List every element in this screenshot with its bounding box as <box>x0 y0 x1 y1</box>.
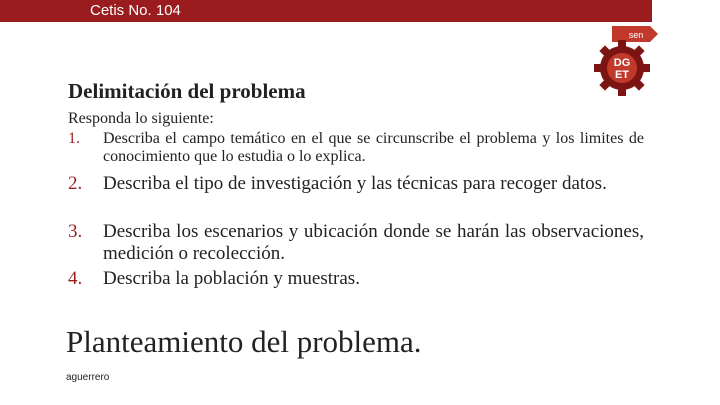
author-footer: aguerrero <box>66 372 110 383</box>
header-title: Cetis No. 104 <box>90 2 181 19</box>
list-item-number: 2. <box>68 173 83 194</box>
list-item <box>68 268 644 290</box>
logo-letters-bottom: ET <box>614 69 630 81</box>
list-item-text: Describa la población y muestras. <box>103 268 360 289</box>
list-item-text: Describa el campo temático en el que se circunscribe el problema y los limites de conocimiento que lo estudia o lo explica. <box>103 130 644 165</box>
logo-letters-top: DG <box>613 57 631 69</box>
slide-subtitle: Planteamiento del problema. <box>66 324 422 359</box>
list-item-number: 4. <box>68 268 83 289</box>
list-item-text: Describa los escenarios y ubicación donde se harán las observaciones, medición o recolección. <box>103 221 644 264</box>
list-item-number: 1. <box>68 130 80 147</box>
slide-intro: Responda lo siguiente: <box>68 110 214 127</box>
list-item-number: 3. <box>68 221 83 242</box>
list-item <box>68 130 644 168</box>
slide-title: Delimitación del problema <box>68 79 306 103</box>
dgeti-logo-icon <box>592 20 658 100</box>
list-item <box>68 221 644 265</box>
list-item <box>68 173 644 217</box>
list-item-text: Describa el tipo de investigación y las técnicas para recoger datos. <box>103 173 607 194</box>
logo-label: sen <box>628 30 644 40</box>
